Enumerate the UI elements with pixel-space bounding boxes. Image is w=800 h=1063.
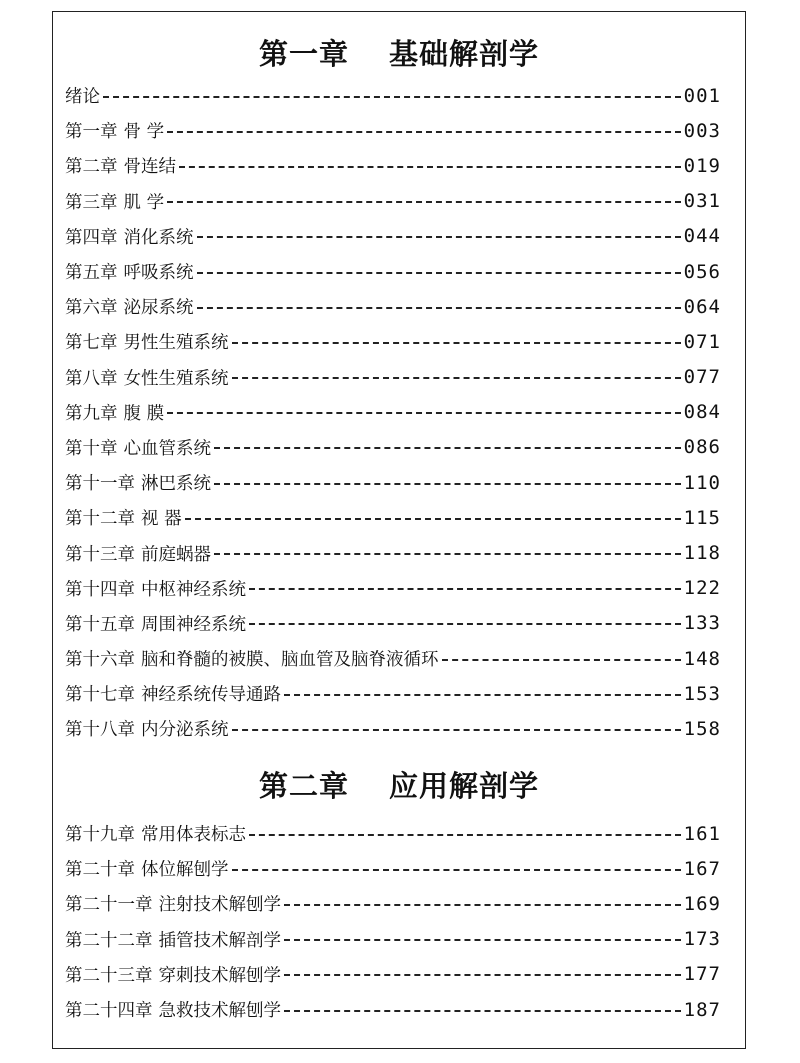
toc-entry[interactable] [65, 606, 721, 641]
dot-leader [284, 1010, 681, 1012]
dot-leader [442, 659, 681, 661]
entry-chapter: 第十七章 [65, 685, 135, 706]
entry-page: 158 [683, 717, 721, 740]
toc-entry[interactable] [65, 816, 721, 851]
entry-title: 肌 学 [123, 192, 165, 213]
entry-chapter: 第二十一章 [65, 895, 153, 916]
entry-chapter: 第十九章 [65, 825, 135, 846]
section-heading-1 [53, 32, 745, 73]
entry-title: 女性生殖系统 [123, 368, 229, 389]
entry-chapter: 第四章 [65, 227, 118, 248]
entry-title: 呼吸系统 [123, 263, 194, 284]
entry-chapter: 第二十二章 [65, 930, 153, 951]
entry-chapter: 第七章 [65, 333, 118, 354]
toc-entry[interactable] [65, 500, 721, 535]
entry-page: 031 [683, 190, 721, 213]
entry-title: 中枢神经系统 [141, 579, 246, 600]
dot-leader [214, 447, 681, 449]
entry-title: 骨连结 [123, 157, 176, 178]
dot-leader [284, 904, 681, 906]
entry-chapter: 第十八章 [65, 720, 135, 741]
toc-entry[interactable] [65, 711, 721, 746]
entry-chapter: 第二十章 [65, 860, 135, 881]
toc-entry[interactable] [65, 78, 721, 113]
entry-page: 161 [683, 822, 721, 845]
toc-entry[interactable] [65, 430, 721, 465]
toc-entry[interactable] [65, 148, 721, 183]
dot-leader [179, 166, 681, 168]
entry-page: 003 [683, 119, 721, 142]
entry-title: 插管技术解剖学 [158, 930, 281, 951]
dot-leader [167, 131, 681, 133]
toc-entry[interactable] [65, 254, 721, 289]
entry-page: 019 [683, 154, 721, 177]
entry-chapter: 第十二章 [65, 509, 135, 530]
entry-chapter: 第十六章 [65, 650, 135, 671]
toc-entry[interactable] [65, 851, 721, 886]
dot-leader [185, 518, 681, 520]
entry-page: 118 [683, 542, 721, 565]
dot-leader [167, 412, 681, 414]
entry-chapter: 第三章 [65, 192, 118, 213]
dot-leader [103, 96, 681, 98]
entry-title: 腹 膜 [123, 403, 165, 424]
dot-leader [249, 834, 681, 836]
dot-leader [284, 939, 681, 941]
toc-entry[interactable] [65, 324, 721, 359]
entry-page: 071 [683, 330, 721, 353]
dot-leader [284, 974, 681, 976]
toc-entry[interactable] [65, 641, 721, 676]
entry-page: 169 [683, 892, 721, 915]
dot-leader [249, 588, 681, 590]
entry-title: 周围神经系统 [141, 614, 246, 635]
dot-leader [249, 623, 681, 625]
entry-title: 骨 学 [123, 122, 165, 143]
entry-title: 穿刺技术解刨学 [158, 965, 281, 986]
toc-entry[interactable] [65, 395, 721, 430]
toc-entry[interactable] [65, 992, 721, 1027]
entry-chapter: 第十一章 [65, 474, 135, 495]
entry-page: 153 [683, 682, 721, 705]
entry-page: 084 [683, 401, 721, 424]
toc-entry[interactable] [65, 184, 721, 219]
entry-title: 急救技术解刨学 [158, 1001, 281, 1022]
entry-page: 110 [683, 471, 721, 494]
toc-entry[interactable] [65, 957, 721, 992]
entry-chapter: 第十章 [65, 438, 118, 459]
dot-leader [232, 342, 681, 344]
entry-page: 056 [683, 260, 721, 283]
entry-page: 187 [683, 998, 721, 1021]
entry-chapter: 第五章 [65, 263, 118, 284]
toc-entry[interactable] [65, 219, 721, 254]
entry-page: 086 [683, 436, 721, 459]
entry-title: 心血管系统 [123, 438, 211, 459]
toc-entry[interactable] [65, 113, 721, 148]
toc-entry[interactable] [65, 535, 721, 570]
entry-page: 115 [683, 506, 721, 529]
entry-chapter: 第十三章 [65, 544, 135, 565]
entry-chapter: 第八章 [65, 368, 118, 389]
entry-chapter: 第二十四章 [65, 1001, 153, 1022]
entry-chapter: 第十五章 [65, 614, 135, 635]
entry-title: 注射技术解刨学 [158, 895, 281, 916]
entry-page: 148 [683, 647, 721, 670]
entry-page: 077 [683, 366, 721, 389]
toc-entry[interactable] [65, 886, 721, 921]
section-chapter: 第一章 [258, 37, 349, 71]
dot-leader [197, 236, 681, 238]
entry-title: 视 器 [141, 509, 182, 530]
section-title: 应用解剖学 [389, 769, 540, 803]
entry-page: 167 [683, 857, 721, 880]
toc-entry[interactable] [65, 289, 721, 324]
entry-title: 常用体表标志 [141, 825, 246, 846]
entry-title: 绪论 [65, 87, 100, 108]
entry-page: 173 [683, 928, 721, 951]
entry-page: 133 [683, 612, 721, 635]
entry-title: 泌尿系统 [123, 298, 194, 319]
entry-title: 脑和脊髓的被膜、脑血管及脑脊液循环 [141, 650, 439, 671]
entry-page: 064 [683, 295, 721, 318]
entry-title: 内分泌系统 [141, 720, 229, 741]
entry-chapter: 第六章 [65, 298, 118, 319]
entry-title: 淋巴系统 [141, 474, 211, 495]
toc-list-section-2 [65, 816, 721, 1027]
dot-leader [232, 377, 681, 379]
entry-title: 体位解刨学 [141, 860, 229, 881]
entry-title: 男性生殖系统 [123, 333, 229, 354]
toc-entry[interactable] [65, 922, 721, 957]
toc-list-section-1 [65, 78, 721, 747]
entry-title: 神经系统传导通路 [141, 685, 281, 706]
entry-chapter: 第一章 [65, 122, 118, 143]
entry-chapter: 第十四章 [65, 579, 135, 600]
toc-entry[interactable] [65, 465, 721, 500]
toc-entry[interactable] [65, 676, 721, 711]
entry-title: 消化系统 [123, 227, 194, 248]
entry-page: 044 [683, 225, 721, 248]
toc-entry[interactable] [65, 571, 721, 606]
dot-leader [214, 483, 681, 485]
dot-leader [284, 694, 681, 696]
dot-leader [232, 729, 681, 731]
entry-page: 001 [683, 84, 721, 107]
dot-leader [214, 553, 681, 555]
section-title: 基础解剖学 [389, 37, 540, 71]
section-chapter: 第二章 [258, 769, 349, 803]
dot-leader [197, 307, 681, 309]
table-of-contents-frame [52, 11, 746, 1049]
section-heading-2 [53, 764, 745, 805]
entry-chapter: 第二十三章 [65, 965, 153, 986]
entry-chapter: 第二章 [65, 157, 118, 178]
entry-title: 前庭蜗器 [141, 544, 211, 565]
dot-leader [232, 869, 681, 871]
dot-leader [167, 201, 681, 203]
entry-page: 122 [683, 577, 721, 600]
entry-chapter: 第九章 [65, 403, 118, 424]
dot-leader [197, 272, 681, 274]
entry-page: 177 [683, 963, 721, 986]
toc-entry[interactable] [65, 360, 721, 395]
